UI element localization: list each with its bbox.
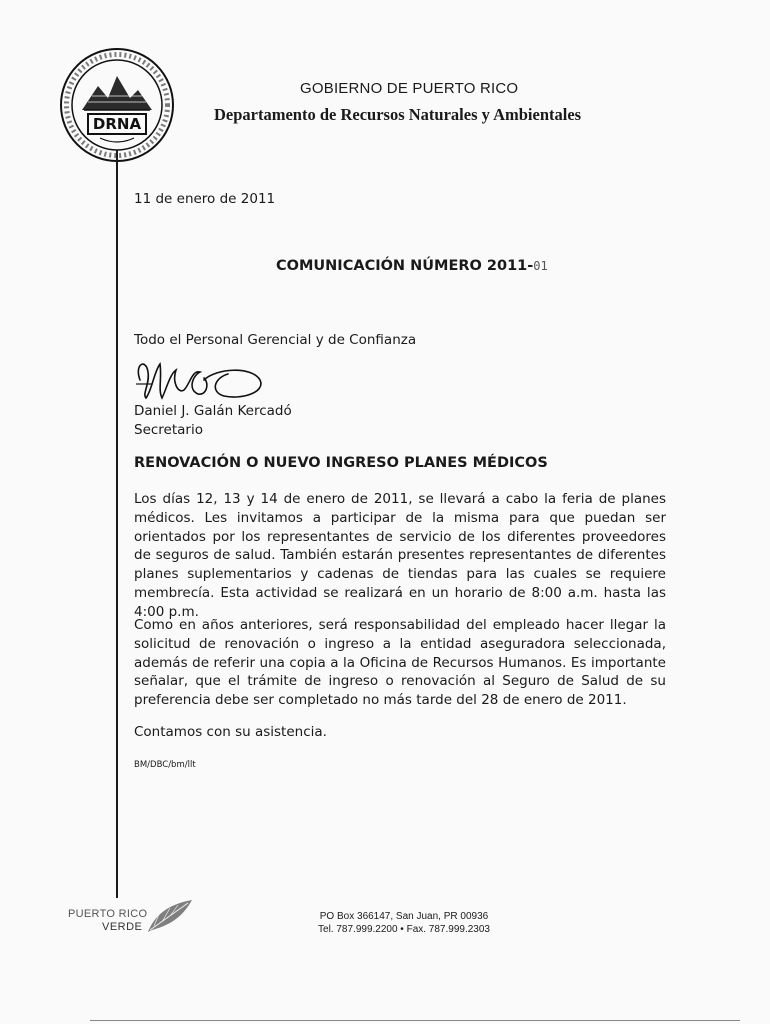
seal-emblem-icon <box>58 46 176 164</box>
department-heading: Departamento de Recursos Naturales y Ambientales <box>214 105 582 124</box>
subject-heading: RENOVACIÓN O NUEVO INGRESO PLANES MÉDICOS <box>134 455 548 471</box>
drna-seal <box>58 46 176 164</box>
communication-number <box>276 258 548 274</box>
communication-number-label: COMUNICACIÓN NÚMERO 2011- <box>276 258 534 274</box>
seal-label: DRNA <box>92 115 142 133</box>
signer-name: Daniel J. Galán Kercadó <box>134 403 292 419</box>
reference-initials: BM/DBC/bm/llt <box>134 760 196 770</box>
body-paragraph-1: Los días 12, 13 y 14 de enero de 2011, se llevará a cabo la feria de planes médicos. Les invitamos a participar de la misma para que puedan ser orientados por los representantes de servicio de los diferentes proveedores de seguros de salud. También estarán presentes representantes de diferentes planes suplementarios y cadenas de tiendas para las cuales se requiere membrecía. Esta actividad se realizará en un horario de 8:00 a.m. hasta las 4:00 p.m. <box>134 491 666 620</box>
body-paragraph-2: Como en años anteriores, será responsabilidad del empleado hacer llegar la solicitud de renovación o ingreso a la entidad aseguradora seleccionada, además de referir una copia a la Oficina de Recursos Humanos. Es importante señalar, que el trámite de ingreso o renovación al Seguro de Salud de su preferencia debe ser completado no más tarde del 28 de enero de 2011. <box>134 617 666 709</box>
address-line-1: PO Box 366147, San Juan, PR 00936 <box>319 911 489 922</box>
recipient-line: Todo el Personal Gerencial y de Confianza <box>134 332 417 348</box>
margin-rule <box>116 150 118 898</box>
address-line-2: Tel. 787.999.2200 • Fax. 787.999.2303 <box>318 924 490 935</box>
letter-date: 11 de enero de 2011 <box>134 191 276 207</box>
closing-line: Contamos con su asistencia. <box>134 724 327 740</box>
brand-line-2: VERDE <box>102 921 143 933</box>
communication-number-suffix: 01 <box>533 259 548 273</box>
footer-address <box>306 910 502 936</box>
brand-line-1: PUERTO RICO <box>68 908 148 920</box>
signer-title: Secretario <box>134 422 203 438</box>
leaf-icon <box>144 898 194 934</box>
government-heading: GOBIERNO DE PUERTO RICO <box>300 80 519 97</box>
page-bottom-edge <box>90 1020 740 1021</box>
